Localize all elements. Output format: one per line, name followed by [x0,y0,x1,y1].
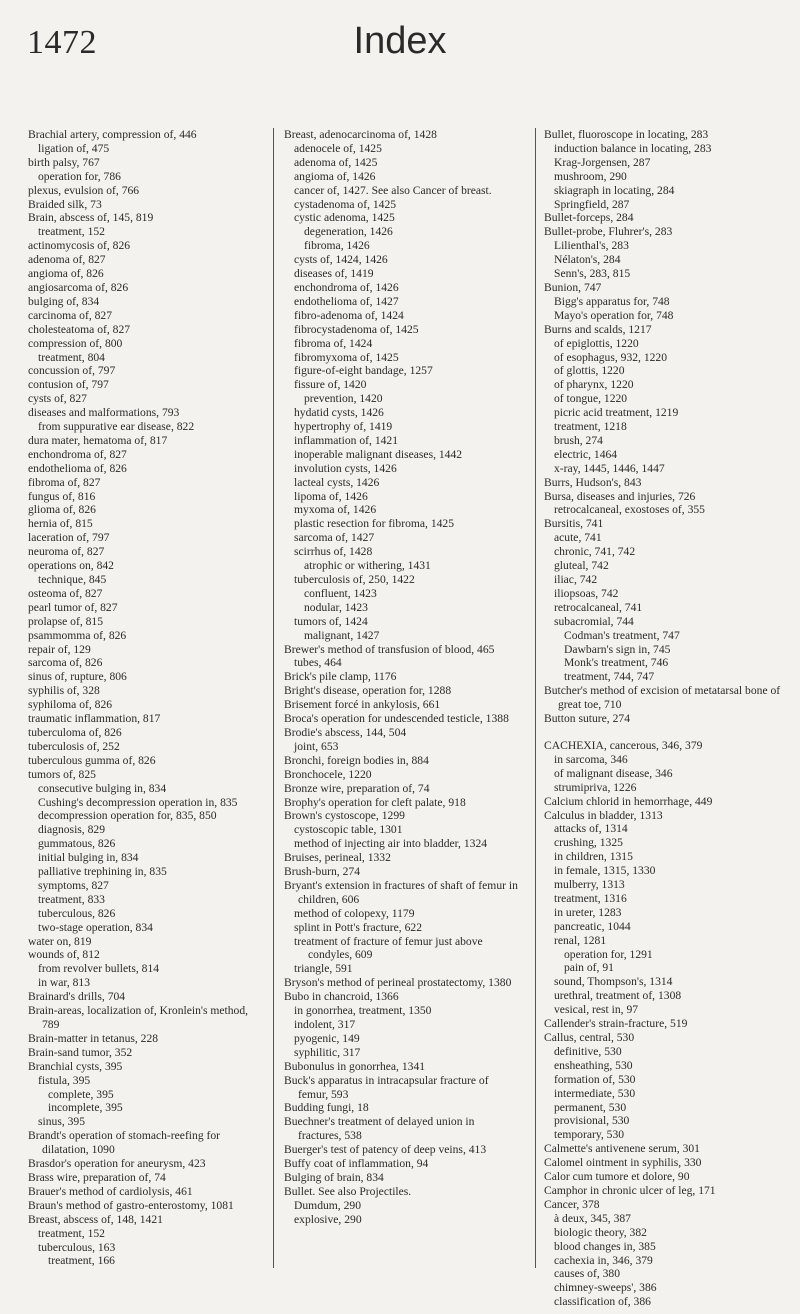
index-entry: Callus, central, 530 [544,1031,635,1044]
index-entry: complete, 395 [48,1087,114,1101]
index-entry: cysts of, 827 [28,392,87,406]
index-entry: treatment, 152 [38,1226,105,1240]
index-entry: Burns and scalds, 1217 [544,322,652,336]
index-entry: Brain-matter in tetanus, 228 [28,1031,159,1045]
index-entry: pearl tumor of, 827 [28,600,118,614]
index-entry: carcinoma of, 827 [28,308,113,322]
index-entry: Bullet. See also Projectiles. [284,1184,412,1198]
index-entry: renal, 1281 [554,933,607,947]
index-entry: Bruises, perineal, 1332 [284,851,391,865]
index-entry: tuberculous, 826 [38,906,116,920]
index-entry: subacromial, 744 [554,614,634,628]
index-entry: Breast, adenocarcinoma of, 1428 [284,128,437,141]
index-entry: Breast, abscess of, 148, 1421 [28,1212,163,1226]
index-entry: neuroma of, 827 [28,545,105,559]
index-entry: hydatid cysts, 1426 [294,406,384,420]
index-entry: of pharynx, 1220 [554,378,634,392]
index-entry: classification of, 386 [554,1295,651,1309]
index-entry: technique, 845 [38,573,107,586]
index-entry: initial bulging in, 834 [38,851,139,865]
index-entry: sarcoma of, 1427 [294,531,375,545]
index-entry: Dumdum, 290 [294,1198,361,1212]
index-entry: retrocalcaneal, 741 [554,600,643,614]
index-entry: enchondroma of, 1426 [294,280,399,294]
index-entry: fibromyxoma of, 1425 [294,350,399,364]
index-entry: in ureter, 1283 [554,905,622,919]
index-entry: traumatic inflammation, 817 [28,712,161,726]
index-entry: vesical, rest in, 97 [554,1003,639,1017]
index-entry: tuberculosis of, 252 [28,739,120,753]
index-entry: chronic, 741, 742 [554,545,636,559]
index-entry: Brisement forcé in ankylosis, 661 [284,698,441,712]
index-entry: diagnosis, 829 [38,823,105,837]
index-entry: operation for, 1291 [564,947,653,961]
index-entry: tumors of, 1424 [294,614,368,628]
index-entry: iliac, 742 [554,573,598,586]
index-entry: repair of, 129 [28,642,91,656]
index-entry: mushroom, 290 [554,169,627,183]
index-entry: Brodie's abscess, 144, 504 [284,725,407,739]
index-entry: attacks of, 1314 [554,822,628,836]
index-entry: inoperable malignant diseases, 1442 [294,447,463,461]
index-entry: Nélaton's, 284 [554,253,621,267]
index-entry: chimney-sweeps', 386 [554,1281,657,1295]
index-entry: compression of, 800 [28,336,123,350]
index-entry: malignant, 1427 [304,628,380,642]
index-entry: Butcher's method of excision of metatarsal bone of great toe, 710 [544,684,781,712]
index-entry: Burrs, Hudson's, 843 [544,475,642,489]
index-entry: hernia of, 815 [28,517,93,531]
index-entry: Buechner's treatment of delayed union in fractures, 538 [284,1115,475,1143]
index-entry: pancreatic, 1044 [554,919,631,933]
index-entry: Buerger's test of patency of deep veins, 413 [284,1143,487,1157]
index-entry: cachexia in, 346, 379 [554,1253,653,1267]
index-entry: gummatous, 826 [38,837,116,851]
index-entry: tumors of, 825 [28,767,96,781]
index-entry: in female, 1315, 1330 [554,864,656,878]
index-entry: acute, 741 [554,531,602,545]
index-entry: Bunion, 747 [544,280,602,294]
index-entry: Budding fungi, 18 [284,1101,369,1115]
index-entry: Brauer's method of cardiolysis, 461 [28,1184,193,1198]
index-entry: Krag-Jorgensen, 287 [554,155,651,169]
index-entry: Bryson's method of perineal prostatectomy, 1380 [284,976,512,990]
index-entry: Brown's cystoscope, 1299 [284,809,405,823]
index-entry: ensheathing, 530 [554,1058,633,1072]
index-entry: in gonorrhea, treatment, 1350 [294,1004,432,1018]
index-entry: pain of, 91 [564,961,614,975]
index-entry: confluent, 1423 [304,586,377,600]
index-entry: tuberculoma of, 826 [28,725,122,739]
index-entry: fibro-adenoma of, 1424 [294,308,404,322]
index-entry: method of injecting air into bladder, 1324 [294,837,488,851]
index-entry: symptoms, 827 [38,878,109,892]
index-entry: treatment, 804 [38,350,105,364]
index-entry: Brandt's operation of stomach-reefing for dilatation, 1090 [28,1129,221,1157]
index-entry: of esophagus, 932, 1220 [554,350,668,364]
column-divider [535,128,536,1268]
index-entry: endothelioma of, 826 [28,461,127,475]
index-entry: of epiglottis, 1220 [554,336,639,350]
index-entry: treatment of fracture of femur just above condyles, 609 [294,934,483,962]
index-entry: mulberry, 1313 [554,878,625,892]
index-entry: of malignant disease, 346 [554,766,673,780]
index-entry: Codman's treatment, 747 [564,628,680,642]
index-entry: splint in Pott's fracture, 622 [294,920,422,934]
index-entry: ligation of, 475 [38,141,110,155]
index-entry: sinus, 395 [38,1115,86,1129]
index-entry: Brush-burn, 274 [284,865,360,879]
index-entry: definitive, 530 [554,1044,622,1058]
index-entry: operation for, 786 [38,169,121,183]
index-entry: pyogenic, 149 [294,1031,360,1045]
index-entry: endothelioma of, 1427 [294,294,399,308]
index-entry: Bullet-forceps, 284 [544,211,634,225]
index-entry: Brick's pile clamp, 1176 [284,670,397,684]
index-entry: treatment, 166 [48,1254,115,1268]
index-entry: fissure of, 1420 [294,378,367,392]
index-entry: Monk's treatment, 746 [564,656,669,670]
index-entry: concussion of, 797 [28,364,116,378]
index-entry: Calomel ointment in syphilis, 330 [544,1156,702,1170]
index-entry: Brasdor's operation for aneurysm, 423 [28,1157,206,1171]
index-entry: Bigg's apparatus for, 748 [554,294,670,308]
index-entry: syphiloma of, 826 [28,698,113,712]
index-entry: involution cysts, 1426 [294,461,397,475]
index-entry: angioma of, 1426 [294,169,376,183]
index-entry: gluteal, 742 [554,559,609,573]
index-entry: osteoma of, 827 [28,586,103,600]
index-entry: adenoma of, 1425 [294,155,378,169]
index-entry: provisional, 530 [554,1114,630,1128]
index-entry: actinomycosis of, 826 [28,239,131,253]
index-entry: tuberculous gumma of, 826 [28,753,156,767]
index-entry: crushing, 1325 [554,836,623,850]
index-entry: skiagraph in locating, 284 [554,183,675,197]
index-entry: cysts of, 1424, 1426 [294,253,388,267]
index-entry: permanent, 530 [554,1100,627,1114]
index-entry: iliopsoas, 742 [554,586,619,600]
index-entry: in children, 1315 [554,850,633,864]
index-entry: picric acid treatment, 1219 [554,406,679,420]
index-entry: degeneration, 1426 [304,225,393,239]
index-entry: syphilitic, 317 [294,1045,361,1059]
index-entry: tuberculous, 163 [38,1240,116,1254]
index-entry: Broca's operation for undescended testicle, 1388 [284,712,509,726]
index-entry: decompression operation for, 835, 850 [38,809,217,823]
index-entry: figure-of-eight bandage, 1257 [294,364,433,378]
index-entry: diseases and malformations, 793 [28,406,180,420]
index-entry: Brain-sand tumor, 352 [28,1045,133,1059]
index-entry: biologic theory, 382 [554,1225,647,1239]
index-entry: Brophy's operation for cleft palate, 918 [284,795,466,809]
page-number: 1472 [27,24,97,61]
index-entry: Bubo in chancroid, 1366 [284,990,399,1004]
index-entry: glioma of, 826 [28,503,96,517]
index-entry: of glottis, 1220 [554,364,625,378]
index-entry: in war, 813 [38,976,91,990]
index-entry: Bronchocele, 1220 [284,767,372,781]
index-entry: Calcium chlorid in hemorrhage, 449 [544,794,713,808]
index-entry: dura mater, hematoma of, 817 [28,433,168,447]
index-entry: Button suture, 274 [544,712,630,726]
index-entry: Bronze wire, preparation of, 74 [284,781,430,795]
index-entry: fistula, 395 [38,1073,91,1087]
index-entry: Brachial artery, compression of, 446 [28,128,197,141]
index-entry: treatment, 1316 [554,891,627,905]
index-entry: contusion of, 797 [28,378,109,392]
index-entry: Brain, abscess of, 145, 819 [28,211,154,225]
index-entry: strumipriva, 1226 [554,780,637,794]
index-entry: Calor cum tumore et dolore, 90 [544,1170,690,1184]
index-entry: Mayo's operation for, 748 [554,308,674,322]
index-entry: plexus, evulsion of, 766 [28,183,140,197]
index-columns [0,128,800,1309]
index-entry: hypertrophy of, 1419 [294,420,393,434]
index-entry: method of colopexy, 1179 [294,906,415,920]
index-entry: fibroma, 1426 [304,239,370,253]
index-entry: causes of, 380 [554,1267,621,1281]
index-entry: myxoma of, 1426 [294,503,377,517]
index-entry: Brainard's drills, 704 [28,990,126,1004]
index-entry: operations on, 842 [28,559,114,573]
index-entry: angiosarcoma of, 826 [28,280,129,294]
index-entry: atrophic or withering, 1431 [304,559,431,573]
index-entry: fibroma of, 827 [28,475,101,489]
index-entry: intermediate, 530 [554,1086,636,1100]
index-entry: Calmette's antivenene serum, 301 [544,1142,700,1156]
index-entry: Calculus in bladder, 1313 [544,808,663,822]
index-entry: treatment, 152 [38,225,105,239]
index-entry: Bubonulus in gonorrhea, 1341 [284,1059,426,1073]
index-entry: from suppurative ear disease, 822 [38,420,195,434]
column-divider [273,128,274,1268]
index-entry: Cushing's decompression operation in, 835 [38,795,238,809]
index-entry: two-stage operation, 834 [38,920,153,934]
index-column-3 [544,128,784,1309]
index-entry: treatment, 833 [38,892,105,906]
index-entry: Bursitis, 741 [544,517,604,531]
index-entry: Bright's disease, operation for, 1288 [284,684,452,698]
index-entry: wounds of, 812 [28,948,100,962]
index-entry: urethral, treatment of, 1308 [554,989,682,1003]
index-entry: inflammation of, 1421 [294,433,399,447]
index-entry: consecutive bulging in, 834 [38,781,167,795]
index-entry: adenoma of, 827 [28,253,106,267]
index-entry: fibroma of, 1424 [294,336,373,350]
index-entry: CACHEXIA, cancerous, 346, 379 [544,738,703,752]
index-entry: plastic resection for fibroma, 1425 [294,517,455,531]
index-entry: prolapse of, 815 [28,614,104,628]
index-entry: blood changes in, 385 [554,1239,656,1253]
index-entry: lipoma of, 1426 [294,489,368,503]
index-entry: indolent, 317 [294,1018,356,1031]
index-entry: Buck's apparatus in intracapsular fracture of femur, 593 [284,1073,489,1101]
index-entry: bulging of, 834 [28,294,100,308]
index-entry: sinus of, rupture, 806 [28,670,127,684]
index-entry: syphilis of, 328 [28,684,100,698]
index-entry: laceration of, 797 [28,531,110,545]
index-entry: nodular, 1423 [304,600,368,614]
index-entry: sarcoma of, 826 [28,656,103,670]
index-entry: cholesteatoma of, 827 [28,322,131,336]
index-entry: Brewer's method of transfusion of blood, 465 [284,642,495,656]
index-entry: tuberculosis of, 250, 1422 [294,573,415,586]
index-entry: Cancer, 378 [544,1197,600,1211]
running-title: Index [353,20,447,62]
index-entry: Bryant's extension in fractures of shaft of femur in children, 606 [284,878,518,906]
index-entry: incomplete, 395 [48,1101,123,1115]
index-entry: fungus of, 816 [28,489,96,503]
index-entry: retrocalcaneal, exostoses of, 355 [554,503,705,517]
index-entry: cystadenoma of, 1425 [294,197,397,211]
index-entry: water on, 819 [28,934,92,948]
index-entry: diseases of, 1419 [294,267,374,281]
index-entry: adenocele of, 1425 [294,141,382,155]
index-entry: triangle, 591 [294,962,353,976]
index-entry: psammomma of, 826 [28,628,127,642]
index-entry: scirrhus of, 1428 [294,545,373,559]
index-entry: electric, 1464 [554,447,618,461]
index-entry: formation of, 530 [554,1072,636,1086]
index-entry: birth palsy, 767 [28,155,100,169]
index-entry: lacteal cysts, 1426 [294,475,380,489]
index-entry: fibrocystadenoma of, 1425 [294,322,419,336]
index-entry: Bulging of brain, 834 [284,1170,384,1184]
index-entry: x-ray, 1445, 1446, 1447 [554,461,665,475]
index-entry: angioma of, 826 [28,267,104,281]
index-entry: treatment, 744, 747 [564,670,655,684]
index-column-1 [28,128,260,1298]
index-entry: Bullet, fluoroscope in locating, 283 [544,128,709,141]
index-entry: from revolver bullets, 814 [38,962,160,976]
index-entry: à deux, 345, 387 [554,1211,631,1225]
index-entry: Brass wire, preparation of, 74 [28,1170,166,1184]
index-entry: Braided silk, 73 [28,197,102,211]
index-entry: of tongue, 1220 [554,392,628,406]
index-column-2 [284,128,520,1298]
index-entry: joint, 653 [294,739,339,753]
index-entry: enchondroma of, 827 [28,447,127,461]
index-entry: brush, 274 [554,433,603,447]
index-entry: treatment, 1218 [554,420,627,434]
index-entry: prevention, 1420 [304,392,383,406]
index-entry: Lilienthal's, 283 [554,239,629,253]
index-entry: in sarcoma, 346 [554,752,628,766]
index-entry: Branchial cysts, 395 [28,1059,123,1073]
index-entry: Senn's, 283, 815 [554,267,631,281]
index-entry: tubes, 464 [294,656,342,670]
index-entry: cancer of, 1427. See also Cancer of breast. [294,183,492,197]
page-header [0,20,800,70]
index-entry: Bullet-probe, Fluhrer's, 283 [544,225,673,239]
index-entry: Callender's strain-fracture, 519 [544,1017,688,1031]
index-entry: induction balance in locating, 283 [554,141,712,155]
index-entry: temporary, 530 [554,1128,625,1142]
index-entry: Camphor in chronic ulcer of leg, 171 [544,1183,716,1197]
index-entry: cystic adenoma, 1425 [294,211,395,225]
index-entry: Buffy coat of inflammation, 94 [284,1157,429,1171]
index-entry: Braun's method of gastro-enterostomy, 1081 [28,1198,234,1212]
index-entry: Brain-areas, localization of, Kronlein's method, 789 [28,1004,249,1031]
index-entry: Bursa, diseases and injuries, 726 [544,489,696,503]
index-entry: explosive, 290 [294,1212,362,1226]
index-entry: sound, Thompson's, 1314 [554,975,673,989]
index-entry: cystoscopic table, 1301 [294,823,403,837]
index-entry: palliative trephining in, 835 [38,865,167,879]
index-entry: Bronchi, foreign bodies in, 884 [284,753,429,767]
index-entry: Springfield, 287 [554,197,630,211]
index-entry: Dawbarn's sign in, 745 [564,642,671,656]
